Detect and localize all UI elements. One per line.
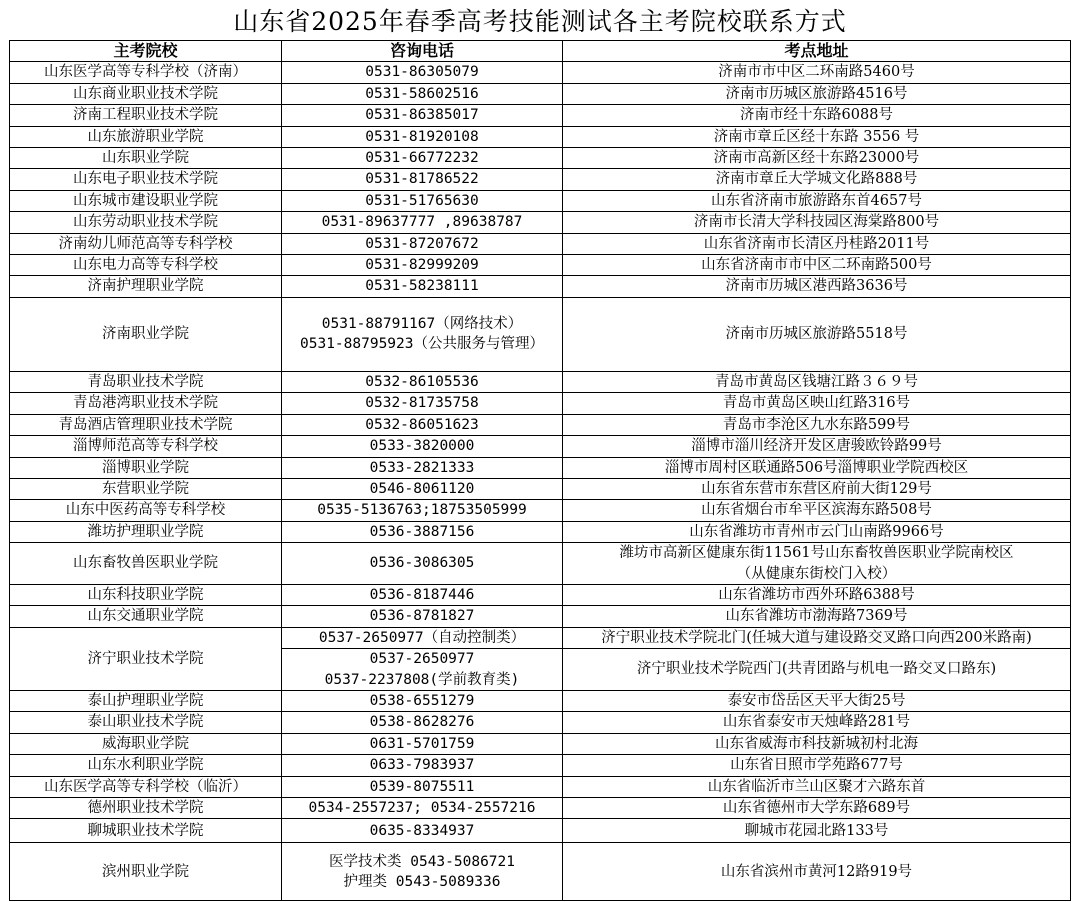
address-cell	[563, 457, 1071, 478]
table-row	[10, 606, 1071, 627]
phone-cell-line: 0536-8781827	[369, 608, 475, 625]
address-cell	[563, 255, 1071, 276]
phone-cell	[282, 233, 563, 254]
address-cell-line: 山东省临沂市兰山区聚才六路东首	[707, 778, 926, 795]
phone-cell-line: 0531-66772232	[365, 150, 479, 167]
address-cell	[563, 105, 1071, 126]
phone-cell	[282, 521, 563, 542]
school-cell: 山东交通职业学院	[10, 606, 282, 627]
address-cell	[563, 843, 1071, 901]
phone-cell	[282, 148, 563, 169]
phone-cell-line: 医学技术类 0543-5086721	[329, 853, 515, 870]
phone-cell-line: 0537-2650977	[369, 651, 475, 668]
phone-cell	[282, 126, 563, 147]
address-cell-line: 济南市市中区二环南路5460号	[718, 64, 915, 81]
school-cell: 潍坊护理职业学院	[10, 521, 282, 542]
address-cell-line: 淄博市周村区联通路506号淄博职业学院西校区	[664, 459, 969, 476]
address-cell	[563, 521, 1071, 542]
school-cell: 山东医学高等专科学校（济南）	[10, 62, 282, 83]
phone-cell-line: 0538-8628276	[369, 714, 475, 731]
phone-cell	[282, 500, 563, 521]
table-row	[10, 776, 1071, 797]
table-row	[10, 212, 1071, 233]
table-row	[10, 83, 1071, 104]
school-cell: 聊城职业技术学院	[10, 819, 282, 843]
phone-cell-line: 0546-8061120	[369, 480, 475, 497]
school-cell: 淄博师范高等专科学校	[10, 436, 282, 457]
phone-cell-line: 0533-2821333	[369, 459, 475, 476]
school-cell: 济南工程职业技术学院	[10, 105, 282, 126]
school-cell: 山东商业职业技术学院	[10, 83, 282, 104]
phone-cell-line: 0532-86105536	[365, 373, 479, 390]
table-row	[10, 843, 1071, 901]
table-row	[10, 543, 1071, 585]
header-address: 考点地址	[563, 41, 1071, 62]
address-cell-line: 山东省德州市大学东路689号	[722, 800, 911, 816]
table-row	[10, 105, 1071, 126]
address-cell-line: 山东省东营市东营区府前大街129号	[701, 480, 932, 497]
phone-cell-line: 0635-8334937	[369, 822, 475, 839]
school-cell: 泰山职业技术学院	[10, 712, 282, 733]
address-cell	[563, 627, 1071, 648]
school-cell: 泰山护理职业学院	[10, 690, 282, 711]
phone-cell-line: 0633-7983937	[369, 757, 475, 774]
table-row	[10, 190, 1071, 211]
address-cell	[563, 83, 1071, 104]
phone-cell-line: 0539-8075511	[369, 778, 475, 795]
phone-cell	[282, 169, 563, 190]
address-cell-line: 济南市历城区旅游路5518号	[725, 326, 908, 343]
school-cell: 济南幼儿师范高等专科学校	[10, 233, 282, 254]
address-cell	[563, 755, 1071, 776]
phone-cell-line: 0536-3887156	[369, 523, 475, 540]
address-cell-line: 济南市经十东路6088号	[740, 107, 893, 124]
table-row	[10, 169, 1071, 190]
phone-cell-line: 0531-81786522	[365, 171, 479, 188]
address-cell	[563, 733, 1071, 754]
address-cell	[563, 478, 1071, 499]
phone-cell	[282, 843, 563, 901]
school-cell: 滨州职业学院	[10, 843, 282, 901]
address-cell-line: 济南市历城区港西路3636号	[725, 278, 908, 295]
phone-cell-line: 0631-5701759	[369, 735, 475, 752]
school-cell: 东营职业学院	[10, 478, 282, 499]
header-phone: 咨询电话	[282, 41, 563, 62]
address-cell	[563, 371, 1071, 392]
phone-cell	[282, 457, 563, 478]
table-row	[10, 819, 1071, 843]
address-cell-line: 山东省滨州市黄河12路919号	[720, 863, 913, 880]
address-cell-line: 济南市长清大学科技园区海棠路800号	[693, 214, 940, 231]
phone-cell-line: 护理类 0543-5089336	[343, 873, 501, 890]
address-cell	[563, 276, 1071, 297]
phone-cell	[282, 606, 563, 627]
address-cell-line: 山东省济南市市中区二环南路500号	[701, 257, 932, 274]
school-cell: 山东城市建设职业学院	[10, 190, 282, 211]
phone-cell-line: 0531-82999209	[365, 257, 479, 274]
table-row	[10, 62, 1071, 83]
table-row	[10, 627, 1071, 648]
address-cell-line: 潍坊市高新区健康东街11561号山东畜牧兽医职业学院南校区	[619, 545, 1014, 562]
phone-cell-line: 0537-2237808(学前教育类)	[324, 671, 520, 688]
phone-cell	[282, 819, 563, 843]
school-cell: 济宁职业技术学院	[10, 627, 282, 690]
table-row	[10, 733, 1071, 754]
address-cell	[563, 543, 1071, 585]
address-cell	[563, 606, 1071, 627]
address-cell	[563, 584, 1071, 605]
phone-cell	[282, 212, 563, 233]
table-row	[10, 255, 1071, 276]
address-cell	[563, 190, 1071, 211]
phone-cell-line: 0538-6551279	[369, 692, 475, 709]
table-row	[10, 500, 1071, 521]
address-cell	[563, 649, 1071, 691]
school-cell: 德州职业技术学院	[10, 798, 282, 819]
address-cell	[563, 393, 1071, 414]
phone-cell	[282, 755, 563, 776]
phone-cell-line: 0531-51765630	[365, 192, 479, 209]
address-cell	[563, 436, 1071, 457]
table-row	[10, 584, 1071, 605]
school-cell: 淄博职业学院	[10, 457, 282, 478]
contact-table	[9, 40, 1071, 901]
address-cell-line: 济南市历城区旅游路4516号	[725, 85, 908, 102]
phone-cell	[282, 393, 563, 414]
phone-cell-line: 0532-86051623	[365, 416, 479, 433]
table-row	[10, 521, 1071, 542]
school-cell: 威海职业学院	[10, 733, 282, 754]
table-row	[10, 371, 1071, 392]
phone-cell-line: 0531-81920108	[365, 128, 479, 145]
table-row	[10, 297, 1071, 371]
address-cell	[563, 148, 1071, 169]
school-cell: 青岛职业技术学院	[10, 371, 282, 392]
table-row	[10, 126, 1071, 147]
phone-cell	[282, 798, 563, 819]
table-row	[10, 712, 1071, 733]
phone-cell	[282, 712, 563, 733]
school-cell: 山东科技职业学院	[10, 584, 282, 605]
school-cell: 山东畜牧兽医职业学院	[10, 543, 282, 585]
school-cell: 山东电力高等专科学校	[10, 255, 282, 276]
phone-cell	[282, 478, 563, 499]
phone-cell	[282, 733, 563, 754]
school-cell: 山东中医药高等专科学校	[10, 500, 282, 521]
phone-cell	[282, 649, 563, 691]
table-row	[10, 276, 1071, 297]
phone-cell	[282, 105, 563, 126]
address-cell	[563, 414, 1071, 435]
phone-cell	[282, 371, 563, 392]
address-cell-line: 山东省潍坊市青州市云门山南路9966号	[689, 523, 944, 540]
phone-cell	[282, 543, 563, 585]
address-cell-line: 青岛市黄岛区映山红路316号	[722, 395, 911, 412]
table-row	[10, 478, 1071, 499]
phone-cell	[282, 190, 563, 211]
address-cell-line: 聊城市花园北路133号	[744, 822, 889, 839]
table-row	[10, 393, 1071, 414]
phone-cell	[282, 414, 563, 435]
address-cell-line: 山东省日照市学苑路677号	[730, 757, 903, 774]
table-row	[10, 690, 1071, 711]
school-cell: 山东旅游职业学院	[10, 126, 282, 147]
address-cell	[563, 819, 1071, 843]
address-cell	[563, 690, 1071, 711]
address-cell	[563, 500, 1071, 521]
school-cell: 山东医学高等专科学校（临沂）	[10, 776, 282, 797]
phone-cell	[282, 776, 563, 797]
address-cell-line: 山东省潍坊市渤海路7369号	[725, 608, 908, 625]
address-cell-line: （从健康东街校门入校）	[736, 565, 897, 582]
phone-cell-line: 0535-5136763;18753505999	[317, 502, 527, 519]
address-cell	[563, 297, 1071, 371]
address-cell	[563, 712, 1071, 733]
address-cell	[563, 776, 1071, 797]
phone-cell	[282, 255, 563, 276]
table-row	[10, 457, 1071, 478]
header-school: 主考院校	[10, 41, 282, 62]
school-cell: 青岛港湾职业技术学院	[10, 393, 282, 414]
address-cell	[563, 126, 1071, 147]
phone-cell-line: 0532-81735758	[365, 395, 479, 412]
address-cell	[563, 798, 1071, 819]
address-cell-line: 济南市高新区经十东路23000号	[713, 150, 920, 167]
address-cell-line: 山东省济南市长清区丹桂路2011号	[703, 235, 930, 252]
table-row	[10, 798, 1071, 819]
address-cell-line: 山东省泰安市天烛峰路281号	[722, 714, 911, 731]
address-cell-line: 济南市章丘区经十东路 3556 号	[713, 128, 920, 145]
phone-cell-line: 0534-2557237; 0534-2557216	[308, 800, 536, 816]
address-cell-line: 山东省济南市旅游路东首4657号	[711, 192, 922, 209]
address-cell	[563, 62, 1071, 83]
address-cell-line: 济宁职业技术学院北门(任城大道与建设路交叉路口向西200米路南)	[601, 629, 1032, 646]
table-row	[10, 414, 1071, 435]
school-cell: 青岛酒店管理职业技术学院	[10, 414, 282, 435]
phone-cell	[282, 627, 563, 648]
table-row	[10, 148, 1071, 169]
phone-cell	[282, 276, 563, 297]
school-cell: 济南职业学院	[10, 297, 282, 371]
phone-cell-line: 0531-58238111	[365, 278, 479, 295]
phone-cell-line: 0531-58602516	[365, 85, 479, 102]
phone-cell-line: 0537-2650977（自动控制类）	[318, 629, 526, 646]
phone-cell-line: 0531-88791167（网络技术）	[321, 315, 523, 332]
phone-cell-line: 0536-3086305	[369, 555, 475, 572]
address-cell-line: 青岛市李沧区九水东路599号	[722, 416, 911, 433]
address-cell-line: 济南市章丘大学城文化路888号	[715, 171, 918, 188]
phone-cell	[282, 584, 563, 605]
school-cell: 山东电子职业技术学院	[10, 169, 282, 190]
phone-cell	[282, 83, 563, 104]
phone-cell	[282, 62, 563, 83]
phone-cell	[282, 436, 563, 457]
address-cell-line: 泰安市岱岳区天平大街25号	[727, 692, 906, 709]
table-row	[10, 755, 1071, 776]
table-row	[10, 436, 1071, 457]
phone-cell-line: 0533-3820000	[369, 438, 475, 455]
address-cell	[563, 233, 1071, 254]
phone-cell-line: 0531-86305079	[365, 64, 479, 81]
phone-cell-line: 0536-8187446	[369, 586, 475, 603]
school-cell: 山东劳动职业技术学院	[10, 212, 282, 233]
school-cell: 山东职业学院	[10, 148, 282, 169]
phone-cell	[282, 297, 563, 371]
phone-cell-line: 0531-87207672	[365, 235, 479, 252]
phone-cell-line: 0531-89637777 ,89638787	[321, 214, 523, 231]
school-cell: 山东水利职业学院	[10, 755, 282, 776]
address-cell	[563, 169, 1071, 190]
phone-cell	[282, 690, 563, 711]
address-cell-line: 淄博市淄川经济开发区唐骏欧铃路99号	[691, 438, 942, 455]
address-cell-line: 山东省烟台市牟平区滨海东路508号	[701, 502, 932, 519]
address-cell-line: 山东省威海市科技新城初村北海	[715, 735, 918, 752]
phone-cell-line: 0531-88795923（公共服务与管理）	[300, 336, 544, 353]
address-cell-line: 济宁职业技术学院西门(共青团路与机电一路交叉口路东)	[636, 661, 997, 678]
table-row	[10, 233, 1071, 254]
page-title: 山东省2025年春季高考技能测试各主考院校联系方式	[233, 7, 847, 36]
school-cell: 济南护理职业学院	[10, 276, 282, 297]
address-cell-line: 山东省潍坊市西外环路6388号	[718, 586, 915, 603]
phone-cell-line: 0531-86385017	[365, 107, 479, 124]
address-cell	[563, 212, 1071, 233]
table-header-row	[10, 41, 1071, 62]
address-cell-line: 青岛市黄岛区钱塘江路３６９号	[715, 373, 918, 390]
